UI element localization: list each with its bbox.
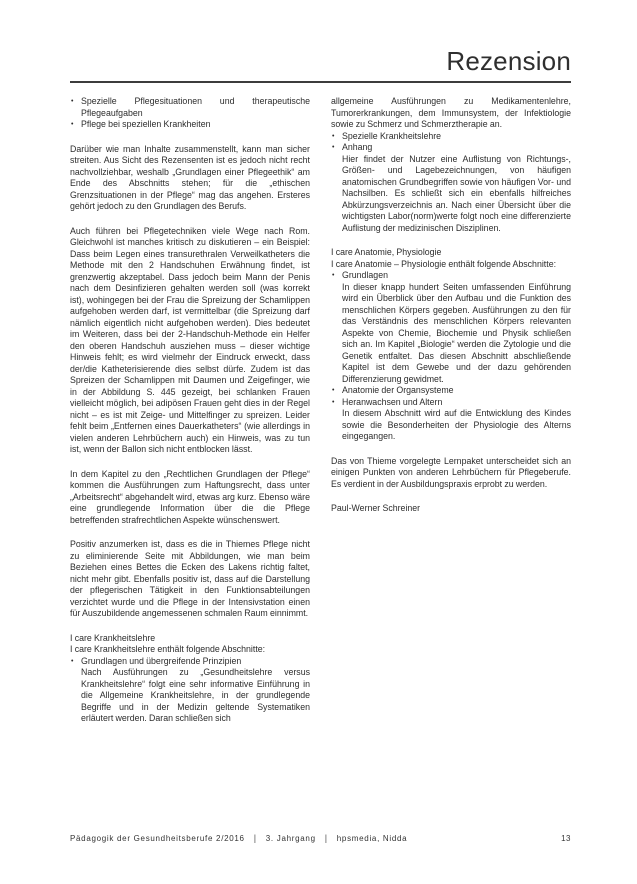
right-column: [331, 96, 571, 725]
author-signature: Paul-Werner Schreiner: [331, 503, 421, 513]
list-item-text: Anatomie der Organsysteme: [342, 385, 454, 395]
bullet-marker: •: [71, 657, 74, 665]
list-item: [331, 270, 571, 282]
list-item: [331, 397, 571, 409]
list-item: [70, 656, 310, 668]
list-item-text: Spezielle Krankheitslehre: [342, 130, 442, 141]
page-title: Rezension: [446, 46, 571, 76]
header-rule: [70, 81, 571, 83]
bullet-block-heranwachsen: [331, 397, 571, 443]
pflege-topics-list: [70, 96, 310, 131]
left-column: [70, 96, 310, 725]
page-footer: [70, 833, 571, 843]
bullet-marker: •: [332, 132, 335, 140]
list-item: [331, 385, 571, 397]
list-item: [331, 142, 571, 154]
footer-publisher: hpsmedia, Nidda: [336, 834, 408, 843]
footer-volume: 3. Jahrgang: [265, 834, 316, 843]
list-item-description: In dieser knapp hundert Seiten umfassenden Einführung wird ein Überblick über den Aufbau und die Funktion des menschlichen Körpers gegeben. Ausführungen zu den für das Verständnis des menschlichen Körpers relevanten Aspekte von Chemie, Biochemie und Physik schließen sich an. Im Kapitel „Biologie“ werden die Zytologie und die Genetik entfaltet. Das diesen Abschnitt abschließende Kapitel ist dem Gewebe und der dazu gehörenden Differenzierung gewidmet.: [342, 281, 571, 384]
bullet-marker: •: [71, 98, 74, 105]
paragraph-pflegetechniken: Auch führen bei Pflegetechniken viele Wege nach Rom. Gleichwohl ist manches kritisch zu diskutieren – ein Beispiel: Dass beim Legen eines transurethralen Verweilkatheters die Methode mit den 2 Handschuhen Erwähnung findet, ist grenzwertig akzeptabel. Dass jedoch beim Mann der Penis nach dem Desinfizieren gehalten werden soll (was korrekt ist), wohingegen bei der Frau die Spreizung der Schamlippen aufgehoben werden darf, ist vermittelbar (die Spreizung darf nämlich eigentlich nicht aufgehoben werden). Dies bedeutet im Weiteren, dass bei der 2-Handschuh-Methode ein Helfer den oberen Handschuh ausziehen muss – dieser wichtige Hinweis fehlt; es wird vielmehr der Eindruck erweckt, dass der/die Katheterisierende dies selbst dürfe. Zudem ist das Spreizen der Schamlippen mit Daumen und Zeigefinger, wie in der Abbildung S. 445 gezeigt, bei schlanken Frauen vielleicht möglich, bei adipösen Frauen geht dies in der Regel nicht – es ist mit Zeige- und Mittelfinger zu spreizen. Leider fehlt beim „Entfernen eines Dauerkatheters“ (wie allerdings in vielen anderen Lehrbüchern auch) ein Hinweis, was zu tun ist, wenn der Ballon sich nicht entblocken lässt.: [70, 225, 310, 454]
article-body: [70, 96, 571, 725]
bullet-block-grundlagen: [331, 270, 571, 385]
list-item: [331, 131, 571, 143]
paragraph-positiv: Positiv anzumerken ist, dass es die in Thiemes Pflege nicht zu eliminierende Seite mit Abbildungen, wie man beim Beziehen eines Bettes die Ecken des Lakens richtig faltet, nicht mehr gibt. Ebenfalls positiv ist, dass auf die Darstellung der pflegerischen Tätigkeit in den Funktionsabteilungen verzichtet wurde und die Pflege in der Intensivstation einen für Auszubildende angemessenen schmalen Raum einnimmt.: [70, 539, 310, 618]
list-item-title: Grundlagen und übergreifende Prinzipien: [81, 655, 242, 666]
bullet-marker: •: [332, 272, 335, 279]
footer-journal-title: Pädagogik der Gesundheitsberufe 2/2016: [70, 834, 245, 843]
section-intro-anatomie: I care Anatomie – Physiologie enthält folgende Abschnitte:: [331, 258, 557, 269]
list-item-description: Hier findet der Nutzer eine Auflistung von Richtungs-, Größen- und Lagebezeichnungen, von häufigen anatomischen Grundbegriffen sowie von häufigen Vor- und Nachsilben. Es schließt sich ein ebenfalls hilfreiches Abkürzungsverzeichnis an. Nach einer Übersicht über die wichtigsten Labor(norm)werte folgt noch eine differenzierte Auflistung der medizinischen Disziplinen.: [342, 153, 571, 233]
paragraph-fazit: Das von Thieme vorgelegte Lernpaket unterscheidet sich an einigen Punkten von anderen Lehrbüchern für Pflegeberufe. Es verdient in der Ausbildungspraxis erprobt zu werden.: [331, 455, 571, 489]
list-item-title: Anhang: [342, 142, 373, 152]
list-item-title: Grundlagen: [342, 270, 388, 280]
bullet-marker: •: [332, 387, 335, 394]
list-item-text: Pflege bei speziellen Krankheiten: [81, 119, 211, 129]
footer-separator: |: [324, 833, 328, 843]
bullet-block-grundlagen-prinzipien: [70, 656, 310, 725]
section-heading-krankheitslehre: I care Krankheitslehre: [70, 632, 156, 643]
list-item: [70, 119, 310, 131]
bullet-marker: •: [332, 144, 335, 151]
paragraph-rechtliche-grundlagen: In dem Kapitel zu den „Rechtlichen Grundlagen der Pflege“ kommen die Ausführungen zum Haftungsrecht, dass unter „Arbeitsrecht“ abgehandelt wird, etwas arg kurz. Ebenso wäre eine grundlegende Information über die die Pflege betreffenden strafrechtlichen Aspekte wünschenswert.: [70, 468, 310, 525]
bullet-block-anhang: [331, 142, 571, 234]
list-item-description: In diesem Abschnitt wird auf die Entwicklung des Kindes sowie die Besonderheiten der Physiologie des Alterns eingegangen.: [342, 408, 571, 441]
bullet-marker: •: [332, 398, 335, 406]
list-item-title: Heranwachsen und Altern: [342, 396, 443, 407]
section-heading-anatomie: I care Anatomie, Physiologie: [331, 247, 442, 257]
paragraph-inhalte: Darüber wie man Inhalte zusammenstellt, kann man sicher streiten. Aus Sicht des Rezensenten ist es jedoch nicht recht nachvollziehbar, weshalb „Grundlagen einer Pflegeethik“ am Ende des Abschnitts stehen; für die „ethischen Grenzsituationen in der Pflege“ mag das angehen. Ersteres gehört jedoch zu den Grundlagen des Berufs.: [70, 143, 310, 211]
paragraph-continuation: allgemeine Ausführungen zu Medikamentenlehre, Tumorerkrankungen, dem Immunsystem, der Infektiologie sowie zu Schmerz und Schmerztherapie an.: [331, 96, 571, 129]
page-number: 13: [561, 834, 571, 843]
list-item-description: Nach Ausführungen zu „Gesundheitslehre versus Krankheitslehre“ folgt eine sehr informative Einführung in die Allgemeine Krankheitslehre, in der grundlegende Begriffe und in der Medizin geltende Systematiken erläutert werden. Daran schließen sich: [81, 667, 310, 723]
list-item-text: Spezielle Pflegesituationen und therapeutische Pflegeaufgaben: [81, 96, 310, 118]
bullet-marker: •: [71, 121, 74, 128]
list-item: [70, 96, 310, 119]
section-intro-krankheitslehre: I care Krankheitslehre enthält folgende Abschnitte:: [70, 644, 266, 654]
footer-separator: |: [253, 833, 257, 843]
